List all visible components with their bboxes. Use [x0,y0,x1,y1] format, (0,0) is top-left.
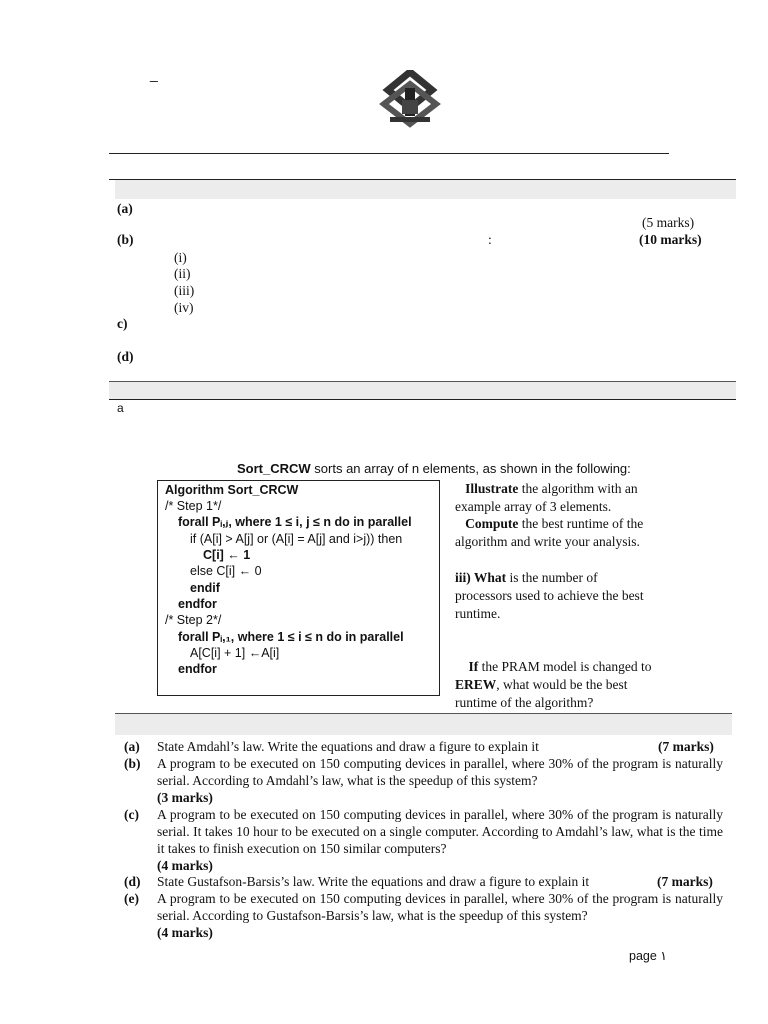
q1-part-b-marks: (10 marks) [639,232,702,247]
q1-b-item: (i) [174,250,187,265]
q1-b-item: (iii) [174,283,195,298]
q2-question-illustrate: Illustrate the algorithm with an example array of 3 elements. [455,481,638,514]
q3-item-text: State Gustafson-Barsis’s law. Write the equations and draw a figure to explain it [157,874,590,889]
algo-line: endfor [178,662,217,676]
algo-line: forall Pᵢ,₁, where 1 ≤ i ≤ n do in parallel [178,630,404,644]
question-3-header-band [115,714,732,735]
q1-part-d-label: (d) [117,349,134,364]
q3-item-marks: (7 marks) [657,874,713,889]
q1-part-b-colon: : [488,232,492,247]
q3-item-label: (c) [124,807,139,822]
q3-item-text: A program to be executed on 150 computing devices in parallel, where 30% of the program is naturally serial. It takes 10 hour to be executed on a single computer. According to Amdahl’s law, what is the time it takes to finish execution on 150 similar computers? (4 marks) [157,807,723,873]
q1-part-a-marks: (5 marks) [642,215,695,230]
algo-line: else C[i] ← 0 [190,564,262,578]
q2-question-processors: iii) What is the number of processors used to achieve the best runtime. [455,570,644,621]
question-2-header-band [109,382,736,400]
q2-question-erew: If the PRAM model is changed to EREW, what would be the best runtime of the algorithm? [455,659,652,710]
page-number: page ١ [629,949,667,963]
q3-item-label: (d) [124,874,141,889]
q3-item-text: State Amdahl’s law. Write the equations and draw a figure to explain it [157,739,539,754]
q1-part-b-label: (b) [117,232,134,247]
header-mark: _ [150,66,158,82]
q3-item-text: A program to be executed on 150 computing devices in parallel, where 30% of the program is naturally serial. According to Gustafson-Barsis’s law, what is the speedup of this system? (4 marks) [157,891,723,940]
q1-part-c-label: c) [117,316,128,331]
q3-item-label: (a) [124,739,140,754]
q3-item-text: A program to be executed on 150 computing devices in parallel, where 30% of the program is naturally serial. According to Amdahl’s law, what is the speedup of this system? (3 marks) [157,756,723,805]
q1-b-item: (ii) [174,266,191,281]
q2-question-compute: Compute the best runtime of the algorithm and write your analysis. [455,516,644,549]
algo-line: forall Pᵢ,ⱼ, where 1 ≤ i, j ≤ n do in parallel [178,515,412,529]
q3-item-label: (e) [124,891,139,906]
q3-item-label: (b) [124,756,141,771]
algo-line: endif [190,581,220,595]
q3-item-marks: (7 marks) [658,739,714,754]
algo-line: Algorithm Sort_CRCW [165,483,299,497]
question-1-header-band [115,180,736,199]
university-seal-icon [374,70,446,128]
q2-intro: Sort_CRCW sorts an array of n elements, as shown in the following: [237,461,631,476]
q1-part-a-label: (a) [117,201,133,216]
algo-line: endfor [178,597,217,611]
q1-b-item: (iv) [174,300,194,315]
algo-line: C[i] ← 1 [203,548,251,562]
algo-line: if (A[i] > A[j] or (A[i] = A[j] and i>j)) then [190,532,403,546]
algo-line: /* Step 2*/ [165,613,222,627]
q2-stray-letter: a [117,401,124,415]
algo-line: A[C[i] + 1] ←A[i] [190,646,280,660]
algo-line: /* Step 1*/ [165,499,222,513]
